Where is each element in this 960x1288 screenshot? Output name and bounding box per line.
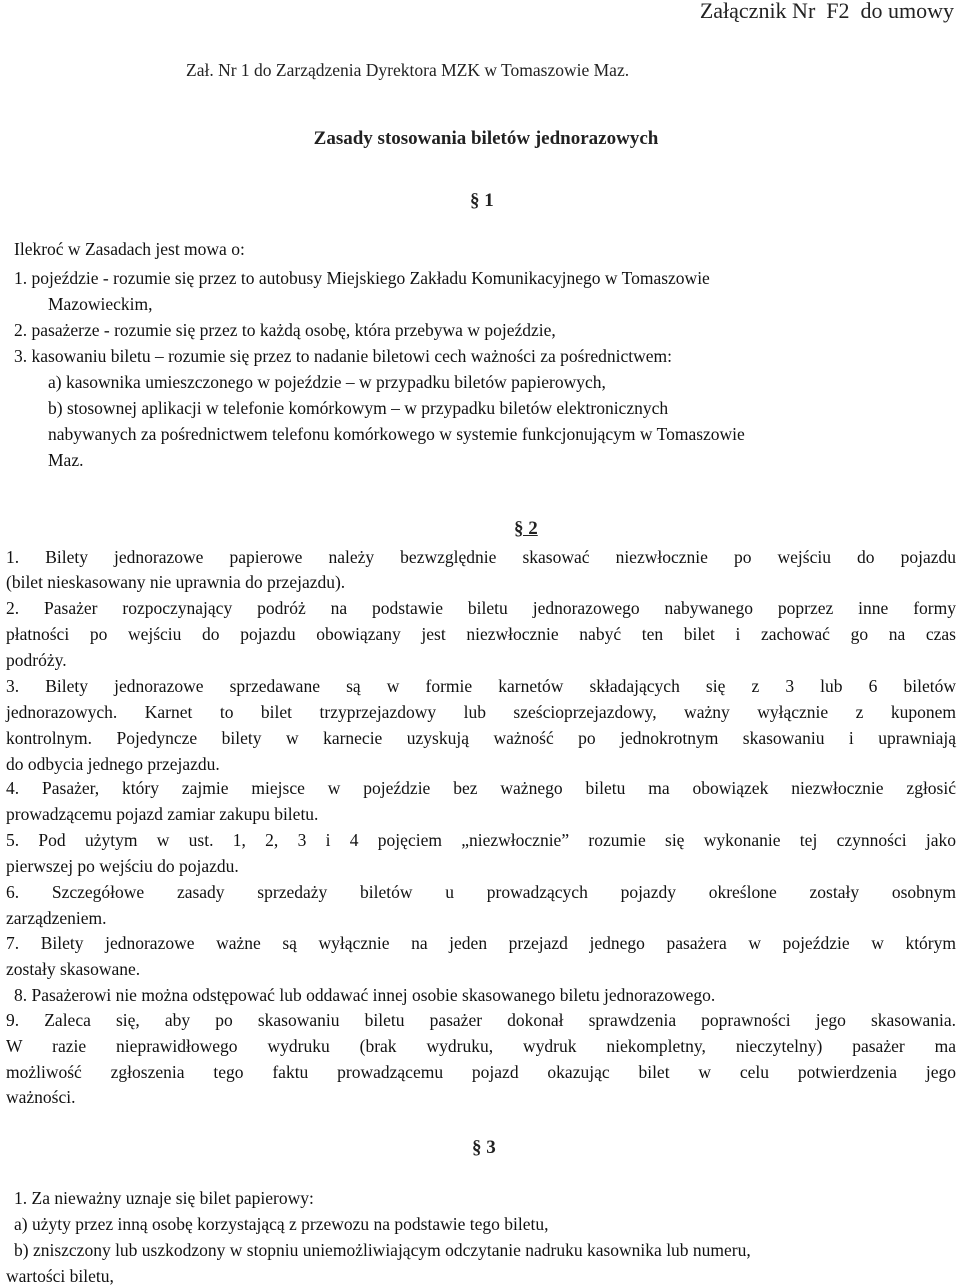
- section-2-line: 7. Bilety jednorazowe ważne są wyłącznie na jeden przejazd jednego pasażera w pojeździe w którym: [6, 933, 956, 953]
- section-2-line: możliwość zgłoszenia tego faktu prowadzącemu pojazd okazując bilet w celu potwierdzenia jego: [6, 1062, 956, 1082]
- section-2-line: 8. Pasażerowi nie można odstępować lub oddawać innej osobie skasowanego biletu jednorazowego.: [14, 985, 716, 1005]
- section-1-line: Mazowieckim,: [48, 294, 153, 314]
- section-3-line: b) zniszczony lub uszkodzony w stopniu uniemożliwiającym odczytanie nadruku kasownika lub numeru,: [14, 1240, 751, 1260]
- section-2-line: 6. Szczegółowe zasady sprzedaży biletów u prowadzących pojazdy określone zostały osobnym: [6, 882, 956, 902]
- section-2-line: podróży.: [6, 650, 67, 670]
- section-2-line: zostały skasowane.: [6, 959, 141, 979]
- section-2-line: do odbycia jednego przejazdu.: [6, 754, 220, 774]
- section-2-line: płatności po wejściu do pojazdu obowiązany jest niezwłocznie nabyć ten bilet i zachować go na czas: [6, 624, 956, 644]
- section-1-line: b) stosownej aplikacji w telefonie komórkowym – w przypadku biletów elektronicznych: [48, 398, 669, 418]
- section-2-line: 5. Pod użytym w ust. 1, 2, 3 i 4 pojęciem „niezwłocznie” rozumie się wykonanie tej czynności jako: [6, 830, 956, 850]
- section-2-line: 3. Bilety jednorazowe sprzedawane są w formie karnetów składających się z 3 lub 6 biletów: [6, 676, 956, 696]
- section-2-line: (bilet nieskasowany nie uprawnia do przejazdu).: [6, 572, 346, 592]
- section-2-line: 4. Pasażer, który zajmie miejsce w pojeździe bez ważnego biletu ma obowiązek niezwłocznie zgłosić: [6, 778, 956, 798]
- section-2-line: 9. Zaleca się, aby po skasowaniu biletu pasażer dokonał sprawdzenia poprawności jego skasowania.: [6, 1010, 956, 1030]
- section-2-line: W razie nieprawidłowego wydruku (brak wydruku, wydruk niekompletny, nieczytelny) pasażer ma: [6, 1036, 956, 1056]
- section-2-line: ważności.: [6, 1087, 76, 1107]
- section-3-line: a) użyty przez inną osobę korzystającą z przewozu na podstawie tego biletu,: [14, 1214, 549, 1234]
- section-1-heading: § 1: [470, 190, 494, 211]
- section-1-line: a) kasownika umieszczonego w pojeździe – w przypadku biletów papierowych,: [48, 372, 606, 392]
- section-2-line: kontrolnym. Pojedyncze bilety w karnecie uzyskują ważność po jednokrotnym skasowaniu i uprawniają: [6, 728, 956, 748]
- section-1-line: nabywanych za pośrednictwem telefonu komórkowego w systemie funkcjonującym w Tomaszowie: [48, 424, 745, 444]
- section-2-line: prowadzącemu pojazd zamiar zakupu biletu.: [6, 804, 319, 824]
- section-1-line: 1. pojeździe - rozumie się przez to autobusy Miejskiego Zakładu Komunikacyjnego w Tomaszowie: [14, 268, 710, 288]
- section-2-line: 1. Bilety jednorazowe papierowe należy bezwzględnie skasować niezwłocznie po wejściu do pojazdu: [6, 547, 956, 567]
- section-2-line: pierwszej po wejściu do pojazdu.: [6, 856, 239, 876]
- section-2-line: jednorazowych. Karnet to bilet trzyprzejazdowy lub sześcioprzejazdowy, ważny wyłącznie z kuponem: [6, 702, 956, 722]
- section-2-line: zarządzeniem.: [6, 908, 107, 928]
- section-2-line: 2. Pasażer rozpoczynający podróż na podstawie biletu jednorazowego nabywanego poprzez inne formy: [6, 598, 956, 618]
- section-1-line: 3. kasowaniu biletu – rozumie się przez to nadanie biletowi cech ważności za pośrednictwem:: [14, 346, 672, 366]
- section-2-heading: § 2: [514, 518, 538, 539]
- section-1-line: 2. pasażerze - rozumie się przez to każdą osobę, która przebywa w pojeździe,: [14, 320, 556, 340]
- section-1-line: Maz.: [48, 450, 84, 470]
- section-3-line: 1. Za nieważny uznaje się bilet papierowy:: [14, 1188, 314, 1208]
- annex-label: Załącznik Nr F2 do umowy: [699, 0, 954, 23]
- attachment-reference: Zał. Nr 1 do Zarządzenia Dyrektora MZK w Tomaszowie Maz.: [186, 60, 630, 80]
- document-title: Zasady stosowania biletów jednorazowych: [313, 128, 659, 149]
- section-3-line: wartości biletu,: [6, 1266, 114, 1286]
- section-1-intro: Ilekroć w Zasadach jest mowa o:: [14, 239, 245, 259]
- section-3-heading: § 3: [472, 1137, 496, 1158]
